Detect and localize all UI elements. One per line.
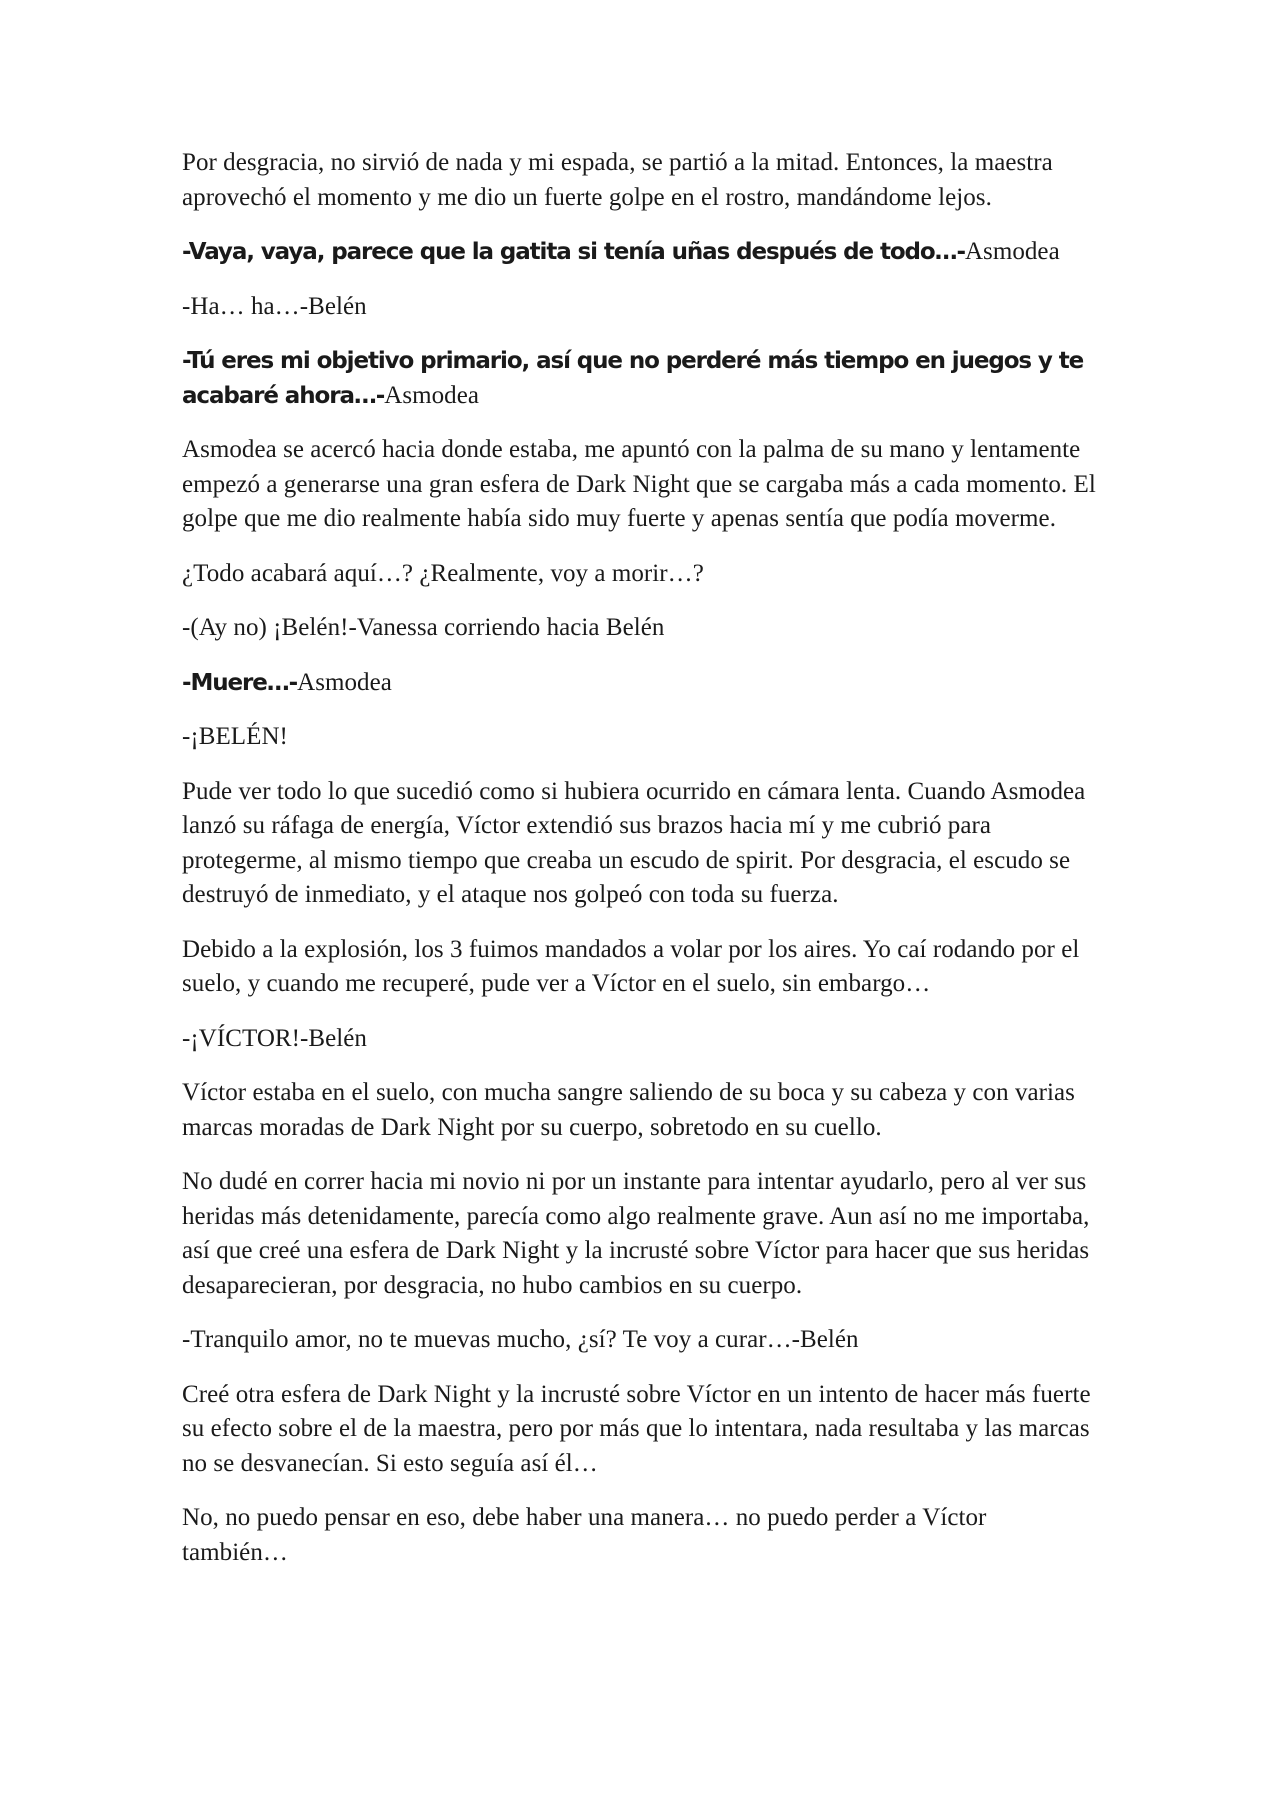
speaker-name: Asmodea <box>384 381 479 409</box>
narration-paragraph: No dudé en correr hacia mi novio ni por un instante para intentar ayudarlo, pero al ver sus heridas más detenidamente, parecía como algo realmente grave. Aun así no me importaba, así que creé una esfera de Dark Night y la incrusté sobre Víctor para hacer que sus heridas desaparecieran, por desgracia, no hubo cambios en su cuerpo. <box>182 1168 1090 1299</box>
dialogue-paragraph: -Tranquilo amor, no te muevas mucho, ¿sí? Te voy a curar…-Belén <box>182 1326 859 1353</box>
bold-speech: -Muere…- <box>182 669 298 696</box>
dialogue-asmodea <box>182 344 1098 413</box>
bold-speech: -Vaya, vaya, parece que la gatita si tenía uñas después de todo…- <box>182 239 965 265</box>
dialogue-asmodea <box>182 666 1098 701</box>
dialogue-paragraph: -(Ay no) ¡Belén!-Vanessa corriendo hacia Belén <box>182 614 665 641</box>
bold-speech: -Tú eres mi objetivo primario, así que no perderé más tiempo en juegos y te acabaré ahora…- <box>182 348 1084 409</box>
dialogue-paragraph: -¡BELÉN! <box>182 723 288 750</box>
narration-paragraph: Por desgracia, no sirvió de nada y mi espada, se partió a la mitad. Entonces, la maestra aprovechó el momento y me dio un fuerte golpe en el rostro, mandándome lejos. <box>182 149 1053 211</box>
narration-paragraph: Asmodea se acercó hacia donde estaba, me apuntó con la palma de su mano y lentamente empezó a generarse una gran esfera de Dark Night que se cargaba más a cada momento. El golpe que me dio realmente había sido muy fuerte y apenas sentía que podía moverme. <box>182 436 1096 532</box>
dialogue-asmodea <box>182 235 1098 270</box>
dialogue-paragraph: -¡VÍCTOR!-Belén <box>182 1024 367 1052</box>
narration-paragraph: Pude ver todo lo que sucedió como si hubiera ocurrido en cámara lenta. Cuando Asmodea lanzó su ráfaga de energía, Víctor extendió sus brazos hacia mí y me cubrió para protegerme, al mismo tiempo que creaba un escudo de spirit. Por desgracia, el escudo se destruyó de inmediato, y el ataque nos golpeó con toda su fuerza. <box>182 777 1086 908</box>
speaker-name: Asmodea <box>297 668 392 696</box>
narration-paragraph: No, no puedo pensar en eso, debe haber una manera… no puedo perder a Víctor también… <box>182 1504 987 1566</box>
dialogue-paragraph: -Ha… ha…-Belén <box>182 292 367 320</box>
narration-paragraph: Víctor estaba en el suelo, con mucha sangre saliendo de su boca y su cabeza y con varias marcas moradas de Dark Night por su cuerpo, sobretodo en su cuello. <box>182 1079 1075 1141</box>
document-page <box>182 146 1098 1590</box>
narration-paragraph: Debido a la explosión, los 3 fuimos mandados a volar por los aires. Yo caí rodando por el suelo, y cuando me recuperé, pude ver a Víctor en el suelo, sin embargo… <box>182 935 1080 997</box>
narration-paragraph: ¿Todo acabará aquí…? ¿Realmente, voy a morir…? <box>182 559 704 587</box>
narration-paragraph: Creé otra esfera de Dark Night y la incrusté sobre Víctor en un intento de hacer más fuerte su efecto sobre el de la maestra, pero por más que lo intentara, nada resultaba y las marcas no se desvanecían. Si esto seguía así él… <box>182 1380 1091 1477</box>
speaker-name: Asmodea <box>964 238 1060 265</box>
